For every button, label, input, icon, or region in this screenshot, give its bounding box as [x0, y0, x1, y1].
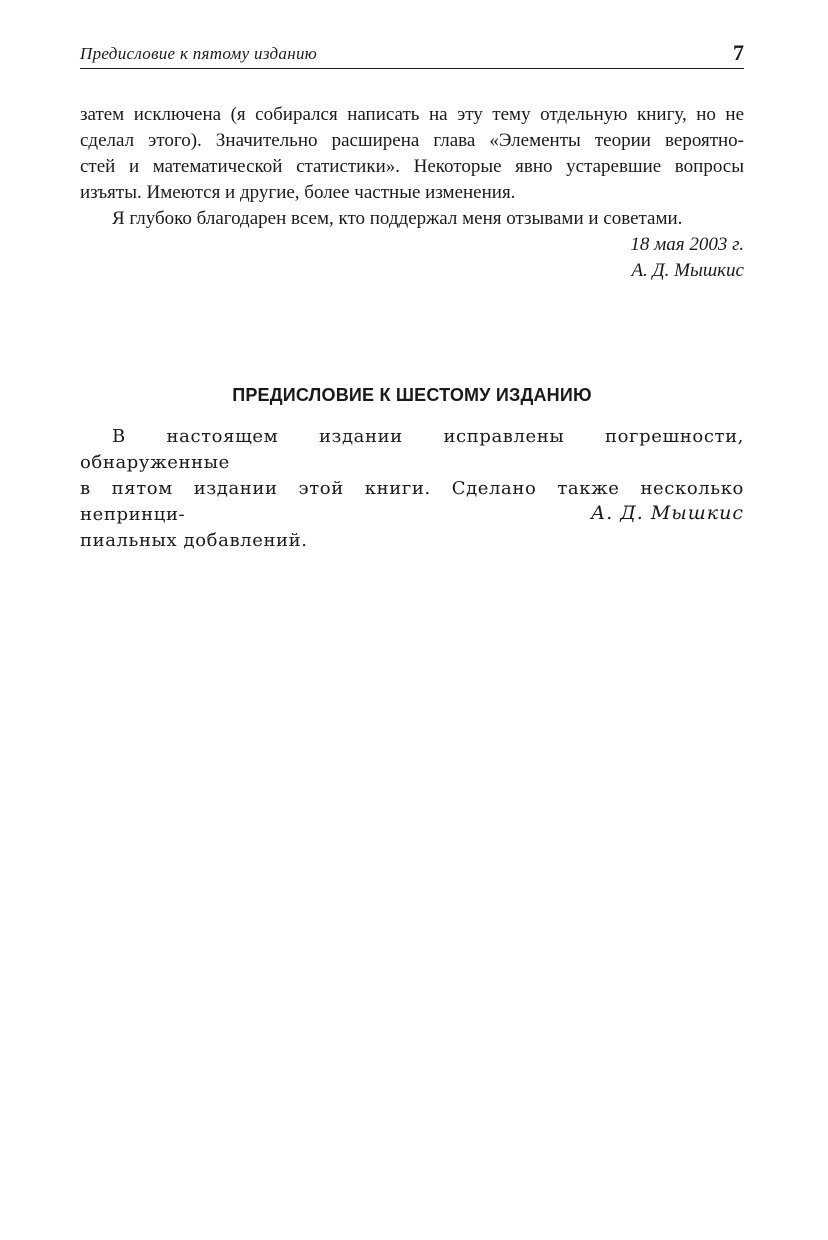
sixth-preface-body [80, 424, 744, 554]
section-heading: ПРЕДИСЛОВИЕ К ШЕСТОМУ ИЗДАНИЮ [232, 385, 592, 405]
author-signature: А. Д. Мышкис [590, 502, 744, 524]
fifth-preface-continuation [80, 102, 744, 284]
paragraph-line: затем исключена (я собирался написать на эту тему отдельную книгу, но не [80, 104, 744, 125]
author-signature: А. Д. Мышкис [631, 260, 744, 281]
header-rule [80, 68, 744, 69]
paragraph-line: пиальных добавлений. [80, 530, 308, 551]
paragraph-line: изъяты. Имеются и другие, более частные изменения. [80, 182, 516, 203]
paragraph-line: в пятом издании этой книги. Сделано также несколько непринци- [80, 478, 744, 525]
paragraph-line: стей и математической статистики». Некоторые явно устаревшие вопросы [80, 156, 744, 177]
paragraph-line: В настоящем издании исправлены погрешности, обнаруженные [80, 426, 744, 473]
paragraph-line: сделал этого). Значительно расширена глава «Элементы теории вероятно- [80, 130, 744, 151]
thanks-paragraph: Я глубоко благодарен всем, кто поддержал меня отзывами и советами. [112, 208, 683, 229]
running-head-title: Предисловие к пятому изданию [80, 44, 318, 63]
running-head [80, 38, 744, 68]
preface-date: 18 мая 2003 г. [630, 234, 744, 255]
page-number: 7 [733, 40, 744, 65]
